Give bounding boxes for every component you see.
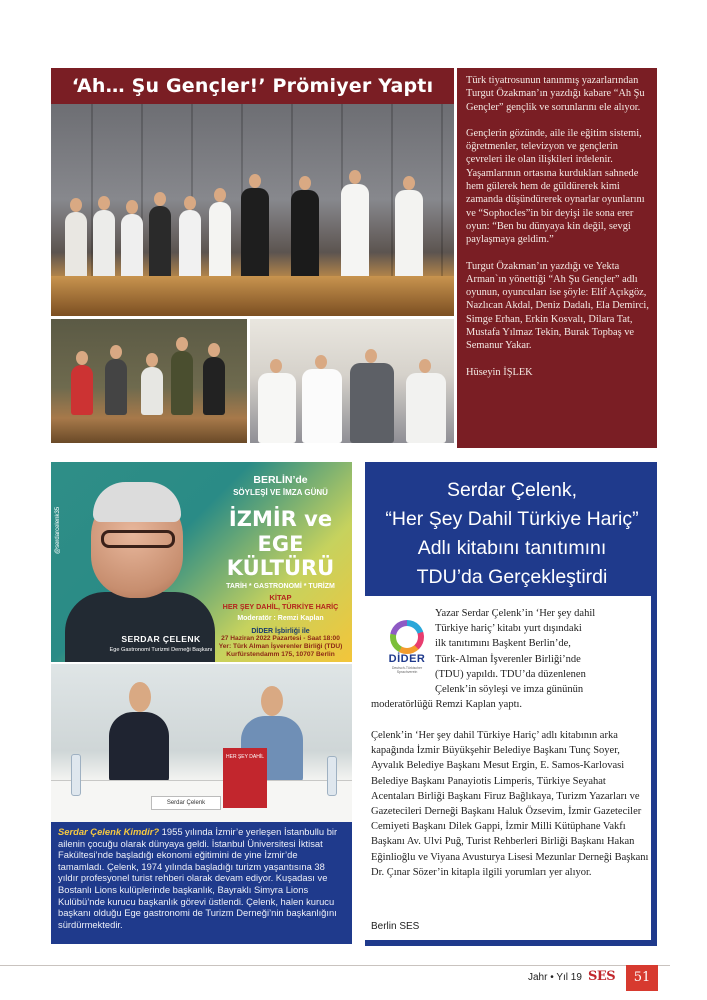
- poster-kitap: KİTAP: [269, 593, 292, 602]
- poster-speaker-name: SERDAR ÇELENK: [121, 634, 201, 644]
- bio-heading: Serdar Çelenk Kimdir?: [58, 826, 160, 837]
- poster-date: 27 Haziran 2022 Pazartesi - Saat 18:00: [221, 635, 340, 642]
- p1-line-2: Türkiye hariç’ kitabı yurt dışındaki: [435, 623, 582, 635]
- poster-address: Kurfürstendamm 175, 10707 Berlin: [226, 651, 335, 658]
- p1-line-4: Türk-Alman İşverenler Birliği’nde: [435, 653, 581, 665]
- top-paragraph-2: Gençlerin gözünde, aile ile eğitim sistemi, öğretmenler, televizyon ve gençlerin çevreleri ile olan ilişkileri irdelenir. Yaşamlarının ortasına kurdukları sahnede hem gülerek hem de güldürerek kimi zamanda düşündürerek oynarlar oyunlarını ve “Sophocles”in bir deyişi ile sona erer oyun: “Ben bu dünyaya kin değil, sevgi paylaşmaya geldim.”: [466, 127, 645, 246]
- poster-book-title: HER ŞEY DAHİL, TÜRKİYE HARİÇ: [222, 602, 339, 611]
- page-number: 51: [626, 965, 658, 991]
- article-paragraph-1: [371, 606, 647, 712]
- wedding-scene-photo: [250, 319, 454, 443]
- p1-line-7: moderatörlüğü Remzi Kaplan yaptı.: [371, 699, 523, 711]
- p1-line-1: Yazar Serdar Çelenk’in ‘Her şey dahil: [435, 608, 596, 619]
- p1-line-5: (TDU) yapıldı. TDU’da düzenlenen: [435, 668, 586, 680]
- book-cover: HER ŞEY DAHİL: [223, 748, 267, 808]
- ses-logo: SES: [588, 969, 616, 984]
- poster-title-line2: KÜLTÜRÜ: [226, 556, 335, 580]
- stage-photo: [51, 104, 454, 316]
- poster-event: SÖYLEŞİ VE İMZA GÜNÜ: [233, 488, 328, 497]
- top-paragraph-1: Türk tiyatrosunun tanınmış yazarlarından Turgut Özakman’ın yazdığı kabare “Ah Şu Gençler” gençlik ve sorunlarını ele alıyor.: [466, 75, 645, 113]
- top-article-author: Hüseyin İŞLEK: [466, 366, 533, 378]
- top-paragraph-3: Turgut Özakman’ın yazdığı ve Yekta Arman`ın yönettiği “Ah Şu Gençler” adlı oyunun, oyuncuları ise şöyle: Elif Açıkgöz, Nazlıcan Akdal, Deniz Dadalı, Ela Demirci, Simge Erhan, Erkin Kosvalı, Dilara Tat, Mustafa Yılmaz Tekin, Burak Topbaş ve Semanur Yakar.: [466, 260, 649, 352]
- right-article-title: [365, 462, 657, 596]
- title-line-4: TDU’da Gerçekleştirdi: [416, 566, 608, 588]
- meeting-photo: [51, 664, 352, 822]
- poster-title-line1: İZMİR ve EGE: [228, 507, 333, 556]
- poster-dider: DİDER İşbirliği ile: [251, 628, 310, 635]
- poster-berlin: BERLİN’de: [253, 474, 308, 486]
- right-article-body: [365, 596, 657, 946]
- poster-handle: @serdarcelenk35: [55, 506, 61, 554]
- p1-line-3: ilk tanıtımını Başkent Berlin’de,: [435, 638, 571, 650]
- p1-line-6: Çelenk’in söyleşi ve imza gününün: [435, 684, 584, 696]
- footer-divider: [0, 965, 670, 966]
- rehearsal-photo: [51, 319, 247, 443]
- footer-year-label: Jahr • Yıl 19: [528, 972, 582, 983]
- dider-logo-sub: Deutsch-Türkischer Sprachverein: [391, 666, 423, 674]
- poster-venue: Yer: Türk Alman İşverenler Birliği (TDU): [218, 643, 343, 650]
- poster-moderator: Moderatör : Remzi Kaplan: [237, 615, 324, 622]
- bio-box: [51, 822, 352, 944]
- name-card: Serdar Çelenk: [151, 796, 221, 810]
- article-signature: Berlin SES: [371, 921, 420, 932]
- event-poster: [51, 462, 352, 662]
- article-paragraph-2: Çelenk’in ‘Her şey dahil Türkiye Hariç’ adlı kitabının arka kapağında İzmir Büyükşehir Belediye Başkanı Tunç Soyer, Ayvalık Belediye Başkanı Mesut Ergin, E. Samos-Karlovasi Belediye Başkanı Panayiotis Limperis, Türkiye Seyahat Acentaları Birliği Başkanı Firuz Bağlıkaya, Turizm Yazarları ve Gazetecileri Derneği Başkanı Haluk Özsevim, İzmir Gazeteciler Cemiyeti Başkanı Dilek Gappi, İzmir Milli Kütüphane Vakfı Başkanı Av. Ulvi Puğ, Turist Rehberleri Birliği Başkanı Hakan Eğinlioğlu ve Viyana Avusturya Lisesi Mezunlar Derneği Başkanı Dr. Çınar Sözer’in kitapla ilgili yorumları yer alıyor.: [371, 730, 649, 878]
- top-article-title: ‘Ah… Şu Gençler!’ Prömiyer Yaptı: [51, 68, 454, 104]
- poster-speaker-role: Ege Gastronomi Turizmi Derneği Başkanı: [109, 647, 213, 653]
- top-article-text: [457, 68, 657, 448]
- title-line-3: Adlı kitabını tanıtımını: [417, 537, 607, 559]
- title-line-1: Serdar Çelenk,: [446, 479, 578, 501]
- dider-logo-name: DİDER: [388, 653, 426, 665]
- poster-tags: TARİH * GASTRONOMİ * TURİZM: [226, 583, 335, 590]
- bio-text: 1955 yılında İzmir’e yerleşen İstanbullu bir ailenin çocuğu olarak dünyaya geldi. İstanbul Üniversitesi İktisat Fakültesi’nde başladığı ekonomi eğitimini de yine İzmir’de tamamladı. Çelenk, 1974 yılında başladığı turizm yaşantısına 38 yıldır profesyonel turist rehberi olarak devam ediyor. Kuşadası ve Bostanlı Lions kulüplerinde başkanlık, Bayraklı Simyra Lions Kulübü’nde kurucu başkanlık görevi üstlendi. Çelenk, halen kurucu başkanı olduğu Ege gastronomi de Turizm Derneği’nin başkanlığını sürdürmektedir.: [58, 826, 338, 930]
- title-line-2: “Her Şey Dahil Türkiye Hariç”: [385, 508, 639, 530]
